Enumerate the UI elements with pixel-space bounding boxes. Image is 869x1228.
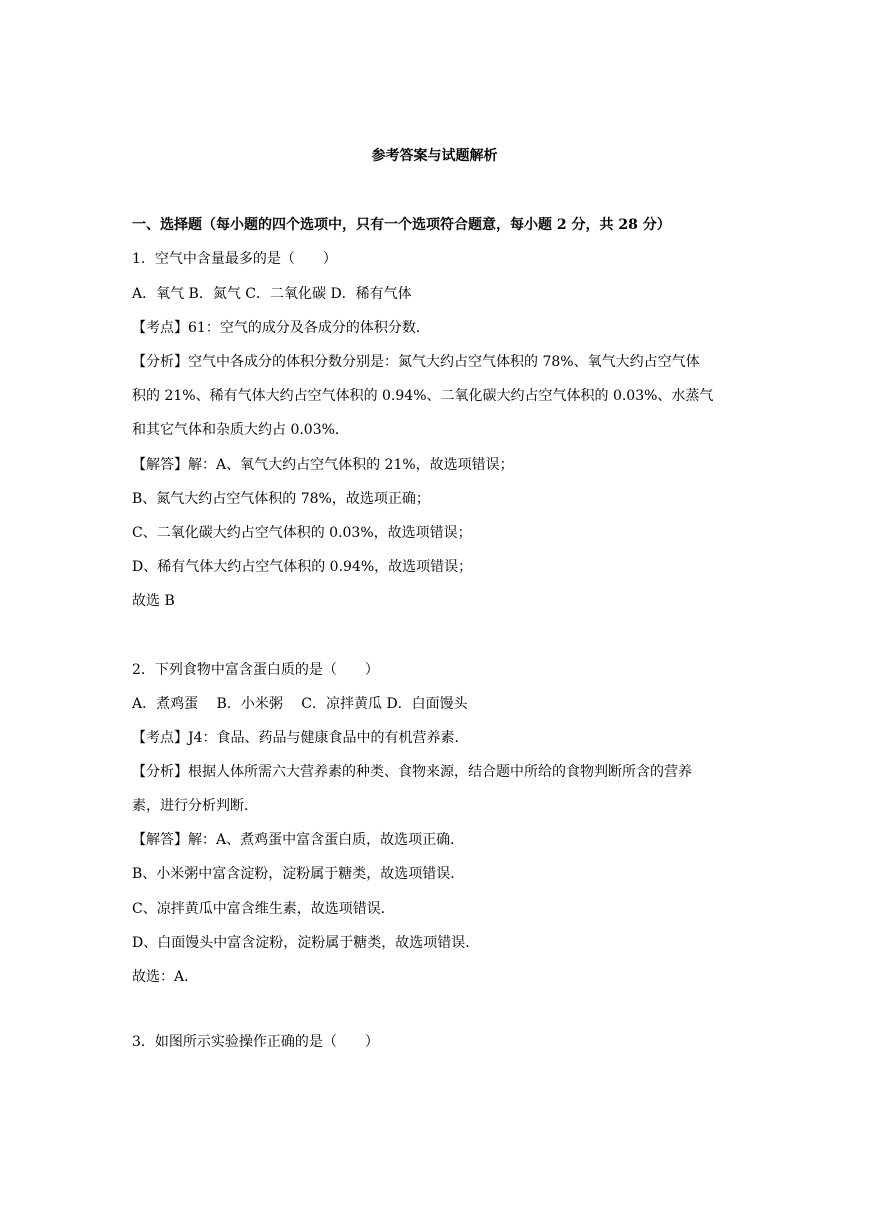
q1-answer: 故选 B [132, 593, 175, 609]
q2-jieda-line-1: 【解答】解：A、煮鸡蛋中富含蛋白质，故选项正确． [132, 832, 465, 848]
q2-stem: 2．下列食物中富含蛋白质的是（ ） [132, 662, 379, 678]
q1-jieda-line-3: C、二氧化碳大约占空气体积的 0.03%，故选项错误； [132, 525, 472, 541]
section-heading: 一、选择题（每小题的四个选项中，只有一个选项符合题意，每小题 2 分，共 28 分） [132, 217, 671, 233]
q1-stem: 1．空气中含量最多的是（ ） [132, 251, 337, 267]
q2-fenxi-line-2: 素，进行分析判断． [132, 798, 258, 814]
q3-stem: 3．如图所示实验操作正确的是（ ） [132, 1034, 379, 1050]
q2-jieda-line-2: B、小米粥中富含淀粉，淀粉属于糖类，故选项错误． [132, 866, 465, 882]
q1-jieda-line-2: B、氮气大约占空气体积的 78%，故选项正确； [132, 491, 430, 507]
q1-jieda-line-4: D、稀有气体大约占空气体积的 0.94%，故选项错误； [132, 559, 473, 575]
page-title: 参考答案与试题解析 [371, 148, 498, 164]
q2-jieda-line-3: C、凉拌黄瓜中富含维生素，故选项错误． [132, 901, 395, 917]
q1-options: A．氧气 B．氮气 C．二氧化碳 D．稀有气体 [132, 286, 412, 302]
q1-jieda-line-1: 【解答】解：A、氧气大约占空气体积的 21%，故选项错误； [132, 457, 514, 473]
q1-fenxi-line-3: 和其它气体和杂质大约占 0.03%． [132, 422, 349, 438]
q1-kaodian: 【考点】61：空气的成分及各成分的体积分数． [132, 320, 430, 336]
q2-fenxi-line-1: 【分析】根据人体所需六大营养素的种类、食物来源，结合题中所给的食物判断所含的营养 [132, 764, 692, 780]
q2-answer: 故选：A． [132, 969, 199, 985]
q2-kaodian: 【考点】J4：食品、药品与健康食品中的有机营养素． [132, 730, 469, 746]
q1-fenxi-line-2: 积的 21%、稀有气体大约占空气体积的 0.94%、二氧化碳大约占空气体积的 0.03%、水蒸气 [132, 388, 714, 404]
q2-options: A．煮鸡蛋 B．小米粥 C．凉拌黄瓜 D．白面馒头 [132, 696, 468, 712]
q2-jieda-line-4: D、白面馒头中富含淀粉，淀粉属于糖类，故选项错误． [132, 935, 480, 951]
q1-fenxi-line-1: 【分析】空气中各成分的体积分数分别是：氮气大约占空气体积的 78%、氧气大约占空气体 [132, 354, 700, 370]
